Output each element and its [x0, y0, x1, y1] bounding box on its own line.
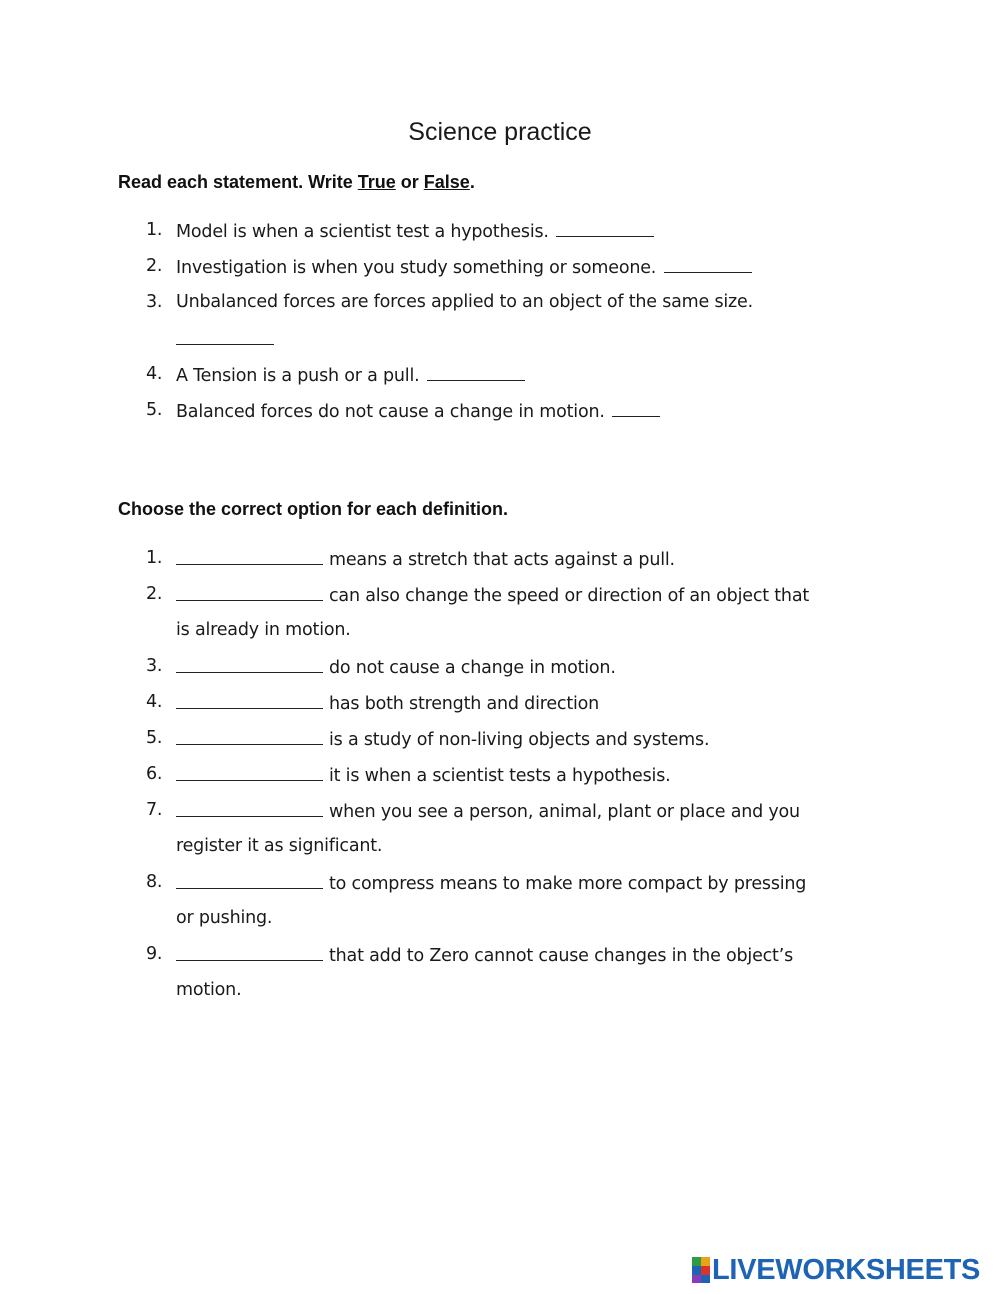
item-number: 2. [146, 256, 163, 276]
item-number: 7. [146, 800, 163, 820]
item-text-continuation: motion. [176, 980, 242, 1000]
item-number: 1. [146, 548, 163, 568]
item-number: 9. [146, 944, 163, 964]
answer-blank[interactable] [176, 548, 323, 565]
answer-blank[interactable] [176, 872, 323, 889]
item-number: 3. [146, 292, 163, 312]
answer-blank[interactable] [176, 800, 323, 817]
liveworksheets-logo-icon [692, 1257, 710, 1283]
item-text: can also change the speed or direction of an object that [329, 586, 810, 606]
false-word: False [423, 172, 470, 192]
item-text: is a study of non-living objects and systems. [329, 730, 710, 750]
liveworksheets-logo-text: LIVEWORKSHEETS [712, 1253, 981, 1286]
item-text: has both strength and direction [329, 694, 600, 714]
answer-blank[interactable] [176, 944, 323, 961]
instruction-prefix: Read each statement. Write [118, 172, 358, 192]
item-text-continuation: is already in motion. [176, 620, 351, 640]
item-number: 5. [146, 728, 163, 748]
item-text: Investigation is when you study something or someone. [176, 258, 657, 278]
or-word: or [395, 172, 424, 192]
item-number: 8. [146, 872, 163, 892]
item-text: means a stretch that acts against a pull. [329, 550, 675, 570]
item-text-continuation: register it as significant. [176, 836, 383, 856]
item-text: that add to Zero cannot cause changes in the object’s [329, 946, 794, 966]
answer-blank[interactable] [427, 364, 525, 381]
answer-blank[interactable] [556, 220, 654, 237]
true-word: True [357, 172, 396, 192]
item-text: do not cause a change in motion. [329, 658, 616, 678]
item-text: Model is when a scientist test a hypothesis. [176, 222, 549, 242]
item-number: 2. [146, 584, 163, 604]
page-title: Science practice [408, 118, 592, 146]
answer-blank[interactable] [176, 584, 323, 601]
answer-blank[interactable] [612, 400, 660, 417]
item-number: 3. [146, 656, 163, 676]
section2-instruction: Choose the correct option for each definition. [118, 499, 509, 519]
answer-blank[interactable] [176, 728, 323, 745]
item-number: 4. [146, 692, 163, 712]
answer-blank[interactable] [176, 656, 323, 673]
item-text: when you see a person, animal, plant or place and you [329, 802, 800, 822]
answer-blank[interactable] [664, 256, 752, 273]
liveworksheets-logo [692, 1255, 980, 1285]
instruction-period: . [469, 172, 475, 192]
item-number: 1. [146, 220, 163, 240]
answer-blank[interactable] [176, 692, 323, 709]
answer-blank[interactable] [176, 764, 323, 781]
item-number: 6. [146, 764, 163, 784]
item-number: 4. [146, 364, 163, 384]
answer-blank[interactable] [176, 328, 274, 345]
item-text: Unbalanced forces are forces applied to an object of the same size. [176, 292, 753, 312]
item-text: A Tension is a push or a pull. [176, 366, 420, 386]
item-text: it is when a scientist tests a hypothesis. [329, 766, 671, 786]
item-text: Balanced forces do not cause a change in motion. [176, 402, 605, 422]
section1-instruction [118, 172, 475, 193]
item-text: to compress means to make more compact by pressing [329, 874, 807, 894]
item-number: 5. [146, 400, 163, 420]
item-text-continuation: or pushing. [176, 908, 273, 928]
